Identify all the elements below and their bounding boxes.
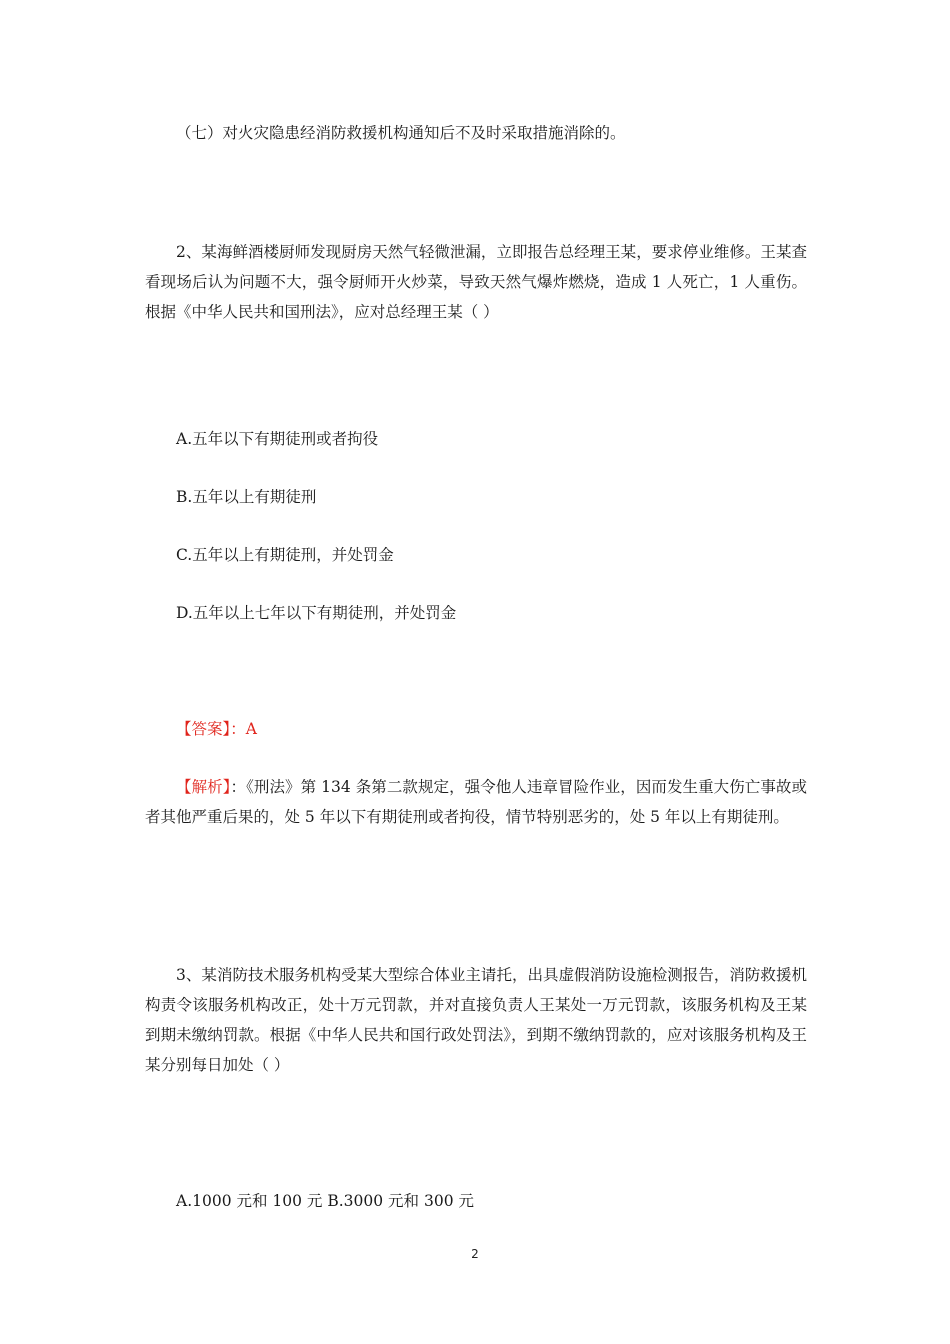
answer-value: A	[245, 720, 257, 738]
answer-label: 【答案】：	[176, 720, 246, 738]
question-2-option-b: B.五年以上有期徒刑	[176, 488, 317, 506]
page-number: 2	[471, 1247, 479, 1261]
question-2-option-a: A.五年以下有期徒刑或者拘役	[176, 430, 379, 448]
question-2-answer	[176, 714, 257, 744]
question-2-option-c: C.五年以上有期徒刑，并处罚金	[176, 546, 394, 564]
analysis-label: 【解析】	[176, 778, 231, 796]
analysis-text: ：《刑法》第 134 条第二款规定，强令他人违章冒险作业，因而发生重大伤亡事故或者其他严重后果的，处 5 年以下有期徒刑或者拘役，情节特别恶劣的，处 5 年以上有期徒刑。	[145, 778, 807, 826]
question-3-stem: 3、某消防技术服务机构受某大型综合体业主请托，出具虚假消防设施检测报告，消防救援机构责令该服务机构改正，处十万元罚款，并对直接负责人王某处一万元罚款，该服务机构及王某到期未缴纳罚款。根据《中华人民共和国行政处罚法》，到期不缴纳罚款的，应对该服务机构及王某分别每日加处（ ）	[145, 966, 807, 1074]
item-seven-text: （七）对火灾隐患经消防救援机构通知后不及时采取措施消除的。	[176, 124, 626, 142]
question-3-options-line: A.1000 元和 100 元 B.3000 元和 300 元	[176, 1192, 474, 1210]
question-2-analysis	[145, 772, 807, 832]
question-2-stem: 2、某海鲜酒楼厨师发现厨房天然气轻微泄漏，立即报告总经理王某，要求停业维修。王某查看现场后认为问题不大，强令厨师开火炒菜，导致天然气爆炸燃烧，造成 1 人死亡，1 人重伤。根据《中华人民共和国刑法》，应对总经理王某（ ）	[145, 243, 807, 321]
question-2-option-d: D.五年以上七年以下有期徒刑，并处罚金	[176, 604, 457, 622]
